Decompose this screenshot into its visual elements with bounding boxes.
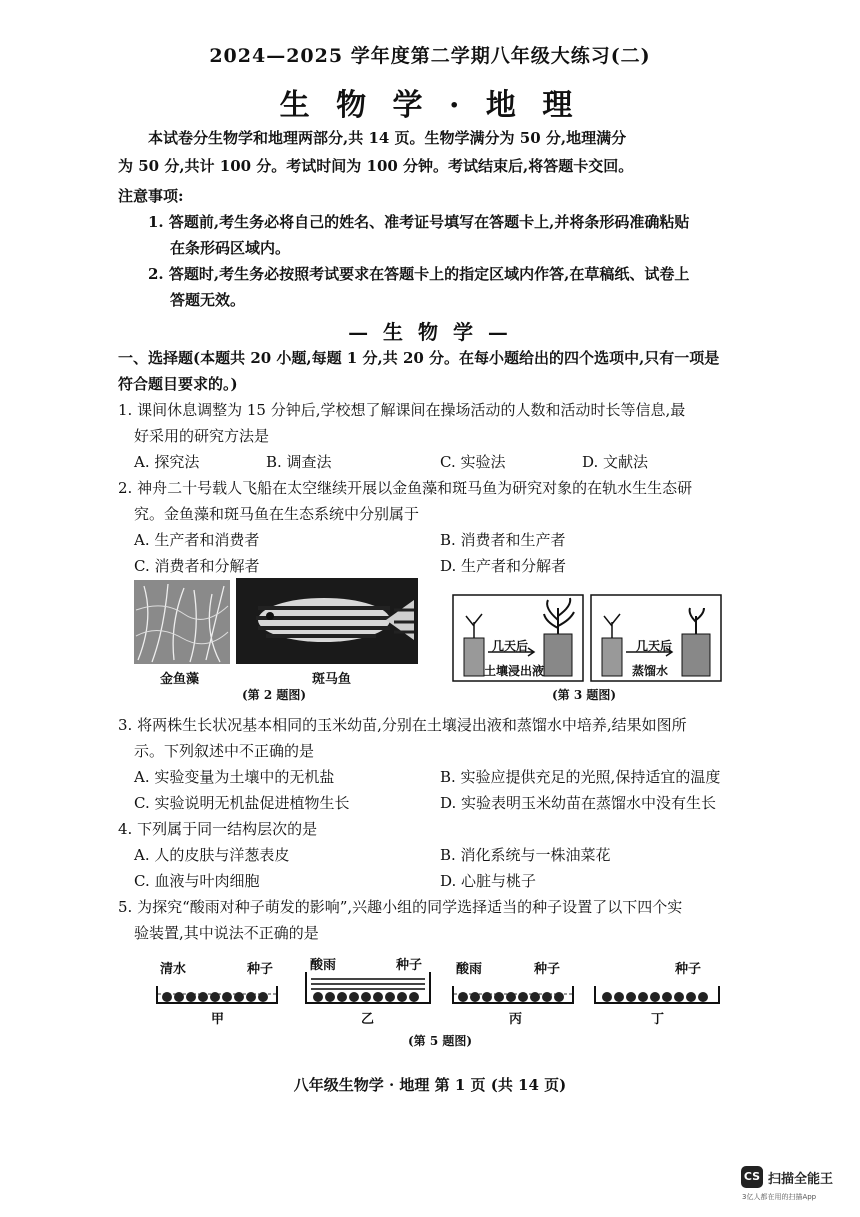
q5-stem-line-1: 5. 为探究“酸雨对种子萌发的影响”,兴趣小组的同学选择适当的种子设置了以下四个实 bbox=[118, 898, 683, 916]
fig2-label-fish: 斑马鱼 bbox=[312, 672, 352, 687]
setup-b-seeds bbox=[307, 974, 429, 1003]
section-title: — 生 物 学 — bbox=[348, 320, 512, 344]
setup-b-name: 乙 bbox=[361, 1012, 375, 1027]
q4-option-a: A. 人的皮肤与洋葱表皮 bbox=[134, 846, 290, 864]
note-1-line-1: 1. 答题前,考生务必将自己的姓名、准考证号填写在答题卡上,并将条形码准确粘贴 bbox=[148, 213, 690, 231]
scanner-app-name: 扫描全能王 bbox=[768, 1172, 834, 1187]
q3-option-a: A. 实验变量为土壤中的无机盐 bbox=[134, 768, 335, 786]
fig3-soil-label: 土壤浸出液 bbox=[484, 664, 545, 678]
setup-d-seeds bbox=[596, 990, 718, 1003]
setup-c-seed-label: 种子 bbox=[534, 962, 561, 977]
q3-option-b: B. 实验应提供充足的光照,保持适宜的温度 bbox=[440, 768, 721, 786]
q2-option-b: B. 消费者和生产者 bbox=[440, 531, 566, 549]
q3-stem-line-2: 示。下列叙述中不正确的是 bbox=[134, 742, 315, 760]
fig3-caption: (第 3 题图) bbox=[552, 688, 617, 702]
note-1-line-2: 在条形码区域内。 bbox=[170, 239, 291, 257]
fig3-days-label-2: 几天后 bbox=[636, 639, 673, 653]
q5-stem-line-2: 验装置,其中说法不正确的是 bbox=[134, 924, 319, 942]
page-footer: 八年级生物学 · 地理 第 1 页 (共 14 页) bbox=[293, 1076, 567, 1094]
fig2-caption: (第 2 题图) bbox=[242, 688, 307, 702]
scanner-app-slogan: 3亿人都在用的扫描App bbox=[742, 1193, 817, 1201]
setup-c-seeds bbox=[454, 990, 572, 1003]
notes-heading: 注意事项: bbox=[118, 187, 184, 205]
q4-stem-line-1: 4. 下列属于同一结构层次的是 bbox=[118, 820, 318, 838]
q1-option-a: A. 探究法 bbox=[134, 453, 200, 471]
setup-d-name: 丁 bbox=[651, 1012, 665, 1027]
q4-option-c: C. 血液与叶肉细胞 bbox=[134, 872, 260, 890]
exam-title: 2024—2025 学年度第二学期八年级大练习(二) bbox=[209, 45, 651, 67]
setup-c-liquid-label: 酸雨 bbox=[456, 962, 483, 977]
setup-a-liquid-label: 清水 bbox=[160, 962, 187, 977]
q2-option-d: D. 生产者和分解者 bbox=[440, 557, 567, 575]
q3-option-d: D. 实验表明玉米幼苗在蒸馏水中没有生长 bbox=[440, 794, 717, 812]
part1-line-2: 符合题目要求的。) bbox=[118, 375, 238, 393]
subject-title: 生 物 学 · 地 理 bbox=[279, 88, 581, 123]
intro-line-2: 为 50 分,共计 100 分。考试时间为 100 分钟。考试结束后,将答题卡交回。 bbox=[118, 157, 634, 175]
setup-d-seed-label: 种子 bbox=[675, 962, 702, 977]
scanner-logo-icon: CS bbox=[741, 1166, 763, 1188]
fig3-days-label-1: 几天后 bbox=[492, 639, 529, 653]
setup-b-liquid-label: 酸雨 bbox=[310, 958, 337, 973]
zebrafish-photo bbox=[236, 578, 418, 664]
fig2-label-plant: 金鱼藻 bbox=[160, 672, 200, 687]
q2-option-a: A. 生产者和消费者 bbox=[134, 531, 260, 549]
setup-a-seed-label: 种子 bbox=[247, 962, 274, 977]
fig3-water-label: 蒸馏水 bbox=[632, 664, 669, 678]
intro-line-1: 本试卷分生物学和地理两部分,共 14 页。生物学满分为 50 分,地理满分 bbox=[148, 129, 627, 147]
q3-stem-line-1: 3. 将两株生长状况基本相同的玉米幼苗,分别在土壤浸出液和蒸馏水中培养,结果如图所 bbox=[118, 716, 687, 734]
q2-stem-line-2: 究。金鱼藻和斑马鱼在生态系统中分别属于 bbox=[134, 505, 420, 523]
q2-stem-line-1: 2. 神舟二十号载人飞船在太空继续开展以金鱼藻和斑马鱼为研究对象的在轨水生生态研 bbox=[118, 479, 693, 497]
fig5-caption: (第 5 题图) bbox=[408, 1034, 473, 1048]
setup-a-seeds bbox=[158, 990, 276, 1003]
note-2-line-1: 2. 答题时,考生务必按照考试要求在答题卡上的指定区域内作答,在草稿纸、试卷上 bbox=[148, 265, 690, 283]
q1-stem-line-2: 好采用的研究方法是 bbox=[134, 427, 270, 445]
q1-option-d: D. 文献法 bbox=[582, 453, 649, 471]
q1-stem-line-1: 1. 课间休息调整为 15 分钟后,学校想了解课间在操场活动的人数和活动时长等信息,最 bbox=[118, 401, 686, 419]
setup-b-seed-label: 种子 bbox=[396, 958, 423, 973]
setup-a-name: 甲 bbox=[211, 1012, 225, 1027]
q4-option-b: B. 消化系统与一株油菜花 bbox=[440, 846, 611, 864]
setup-c-name: 丙 bbox=[509, 1012, 523, 1027]
hornwort-photo bbox=[134, 580, 230, 664]
q1-option-b: B. 调查法 bbox=[266, 453, 332, 471]
part1-line-1: 一、选择题(本题共 20 小题,每题 1 分,共 20 分。在每小题给出的四个选项中,只有一项是 bbox=[118, 349, 720, 367]
q2-option-c: C. 消费者和分解者 bbox=[134, 557, 260, 575]
q4-option-d: D. 心脏与桃子 bbox=[440, 872, 537, 890]
note-2-line-2: 答题无效。 bbox=[170, 291, 246, 309]
q3-option-c: C. 实验说明无机盐促进植物生长 bbox=[134, 794, 350, 812]
q1-option-c: C. 实验法 bbox=[440, 453, 506, 471]
